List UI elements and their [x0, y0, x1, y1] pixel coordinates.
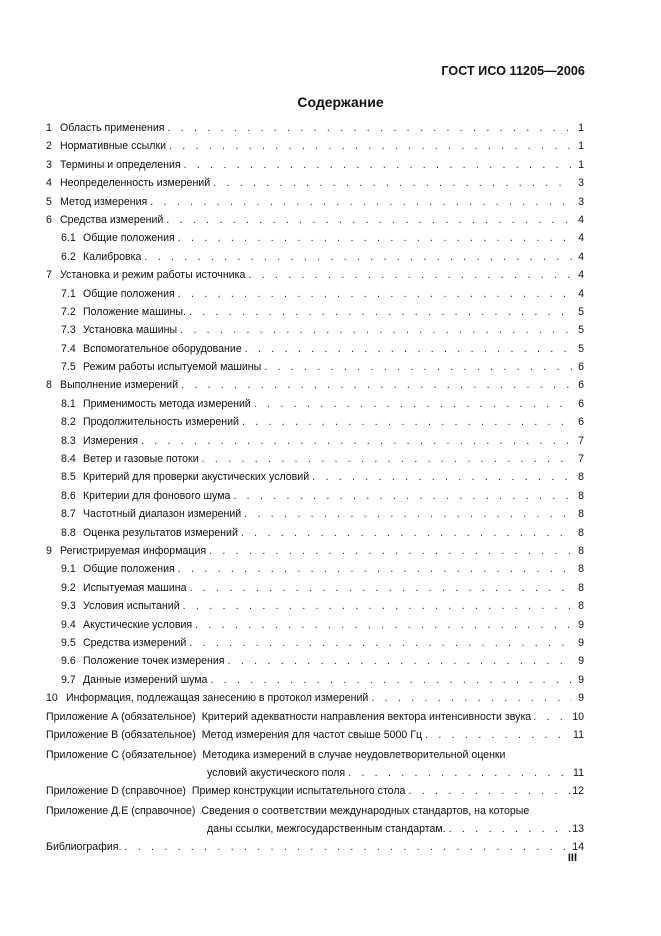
dot-leader: [192, 616, 572, 634]
toc-number: 9.6: [61, 655, 76, 668]
toc-label: Информация, подлежащая занесению в протокол измерений: [66, 692, 369, 705]
dot-leader: [261, 358, 572, 376]
toc-subitem[interactable]: [46, 505, 584, 523]
dot-leader: [225, 652, 572, 670]
annex-designation: Приложение А (обязательное): [46, 710, 196, 723]
toc-number: 4: [46, 177, 52, 190]
toc-label: Неопределенность измерений: [60, 177, 211, 190]
toc-label: Измерения: [83, 434, 138, 447]
toc-item[interactable]: [46, 689, 584, 707]
toc-subitem[interactable]: [46, 468, 584, 486]
toc-label: Данные измерений шума: [83, 673, 208, 686]
dot-leader: [177, 321, 572, 339]
dot-leader: [175, 560, 572, 578]
toc-subitem[interactable]: [46, 248, 584, 266]
dot-leader: [241, 505, 572, 523]
toc-page: 8: [578, 471, 584, 484]
toc-number: 2: [46, 140, 52, 153]
toc-page: 1: [578, 122, 584, 134]
toc-page: 9: [578, 618, 584, 631]
toc-number: 8: [46, 379, 52, 392]
annex-title: Метод измерения для частот свыше 5000 Гц: [201, 728, 423, 741]
page-title: Содержание: [297, 94, 384, 110]
toc-page: 8: [578, 489, 584, 502]
page-number: III: [567, 852, 577, 864]
toc-label: Положение машины.: [83, 305, 186, 318]
toc-page: 8: [578, 508, 584, 521]
toc-label: Режим работы испытуемой машины: [83, 361, 262, 374]
toc-number: 5: [46, 195, 52, 208]
dot-leader: [531, 708, 572, 726]
toc-item[interactable]: [46, 211, 584, 229]
toc-item[interactable]: [46, 266, 584, 284]
toc-page: 6: [578, 416, 584, 429]
toc-label: Термины и определения: [60, 158, 181, 171]
toc-label: Продолжительность измерений: [83, 416, 239, 429]
dot-leader: [121, 838, 572, 856]
dot-leader: [166, 137, 572, 155]
toc-label: Регистрируемая информация: [60, 544, 207, 557]
dot-leader: [181, 156, 572, 174]
toc-subitem[interactable]: [46, 285, 584, 303]
toc-number: 7.5: [61, 361, 76, 374]
annex-designation: Приложение Д.Е (справочное): [46, 805, 196, 818]
bibliography-label: Библиография.: [46, 841, 122, 854]
toc-page: 1: [578, 158, 584, 171]
toc-annex[interactable]: [46, 746, 584, 782]
dot-leader: [239, 413, 572, 431]
annex-title: Пример конструкции испытательного стола: [191, 785, 406, 798]
toc-number: 6.2: [61, 250, 76, 263]
dot-leader: [207, 671, 572, 689]
toc-page: 4: [578, 232, 584, 245]
toc-bibliography[interactable]: [46, 838, 584, 856]
dot-leader: [345, 764, 572, 782]
dot-leader: [206, 542, 572, 560]
toc-page: 1: [578, 140, 584, 153]
toc-label: Метод измерения: [60, 195, 148, 208]
toc-number: 9.1: [61, 563, 76, 576]
dot-leader: [230, 487, 572, 505]
toc-annex[interactable]: [46, 782, 584, 800]
toc-page: 5: [578, 324, 584, 337]
toc-subitem[interactable]: [46, 340, 584, 358]
toc-subitem[interactable]: [46, 579, 584, 597]
toc-label: Испытуемая машина: [83, 581, 187, 594]
toc-page: 7: [578, 453, 584, 466]
toc-item[interactable]: [46, 193, 584, 211]
toc-label: Общие положения: [83, 563, 175, 576]
toc-annex[interactable]: [46, 726, 584, 744]
toc-number: 9.5: [61, 636, 76, 649]
toc-page: 8: [578, 563, 584, 576]
table-of-contents: [46, 119, 584, 857]
toc-number: 6: [46, 213, 52, 226]
annex-designation: Приложение В (обязательное): [46, 728, 196, 741]
toc-page: 4: [578, 287, 584, 300]
toc-number: 7.4: [61, 342, 76, 355]
toc-subitem[interactable]: [46, 671, 584, 689]
toc-label: Область применения: [60, 122, 165, 134]
toc-number: 7.3: [61, 324, 76, 337]
toc-number: 6.1: [61, 232, 76, 245]
toc-label: Установка и режим работы источника: [60, 269, 246, 282]
toc-number: 9.7: [61, 673, 76, 686]
toc-subitem[interactable]: [46, 450, 584, 468]
toc-number: 3: [46, 158, 52, 171]
toc-number: 9.4: [61, 618, 76, 631]
toc-number: 1: [46, 122, 52, 134]
toc-label: Общие положения: [83, 232, 175, 245]
annex-title-continuation: даны ссылки, межгосударственным стандартам.: [207, 822, 446, 835]
toc-number: 8.6: [61, 489, 76, 502]
dot-leader: [186, 303, 572, 321]
standard-code: ГОСТ ИСО 11205—2006: [441, 64, 585, 78]
toc-label: Средства измерений: [60, 213, 164, 226]
toc-page: 4: [578, 250, 584, 263]
toc-label: Нормативные ссылки: [60, 140, 167, 153]
toc-subitem[interactable]: [46, 634, 584, 652]
toc-item[interactable]: [46, 174, 584, 192]
annex-title: Методика измерений в случае неудовлетворительной оценки: [202, 749, 506, 762]
toc-subitem[interactable]: [46, 413, 584, 431]
dot-leader: [178, 376, 572, 394]
toc-subitem[interactable]: [46, 303, 584, 321]
dot-leader: [422, 726, 572, 744]
toc-subitem[interactable]: [46, 395, 584, 413]
dot-leader: [175, 285, 572, 303]
toc-subitem[interactable]: [46, 358, 584, 376]
annex-title: Сведения о соответствии международных стандартов, на которые: [201, 805, 530, 818]
dot-leader: [164, 119, 572, 137]
toc-subitem[interactable]: [46, 487, 584, 505]
toc-subitem[interactable]: [46, 229, 584, 247]
toc-page: 7: [578, 434, 584, 447]
toc-subitem[interactable]: [46, 432, 584, 450]
toc-page: 8: [578, 600, 584, 613]
dot-leader: [446, 820, 572, 838]
toc-label: Общие положения: [83, 287, 175, 300]
toc-page: 6: [578, 361, 584, 374]
toc-label: Критерии для фонового шума: [83, 489, 231, 502]
toc-number: 9.2: [61, 581, 76, 594]
dot-leader: [368, 689, 572, 707]
dot-leader: [163, 211, 572, 229]
toc-number: 8.1: [61, 397, 76, 410]
toc-label: Критерий для проверки акустических условий: [83, 471, 310, 484]
toc-page: 5: [578, 342, 584, 355]
dot-leader: [147, 193, 572, 211]
toc-label: Применимость метода измерений: [83, 397, 251, 410]
toc-number: 8.2: [61, 416, 76, 429]
toc-label: Положение точек измерения: [83, 655, 225, 668]
dot-leader: [405, 782, 572, 800]
dot-leader: [187, 579, 573, 597]
toc-annex[interactable]: [46, 708, 584, 726]
toc-label: Выполнение измерений: [60, 379, 179, 392]
toc-subitem[interactable]: [46, 560, 584, 578]
toc-number: 7: [46, 269, 52, 282]
toc-page: 6: [578, 397, 584, 410]
dot-leader: [309, 468, 572, 486]
toc-label: Акустические условия: [83, 618, 193, 631]
toc-number: 8.5: [61, 471, 76, 484]
toc-number: 7.2: [61, 305, 76, 318]
toc-page: 14: [572, 841, 584, 854]
toc-item[interactable]: [46, 542, 584, 560]
toc-label: Вспомогательное оборудование: [83, 342, 242, 355]
dot-leader: [242, 340, 572, 358]
toc-item[interactable]: [46, 119, 584, 137]
toc-page: 9: [578, 655, 584, 668]
dot-leader: [175, 229, 572, 247]
dot-leader: [186, 634, 572, 652]
toc-page: 8: [578, 526, 584, 539]
toc-page: 4: [578, 269, 584, 282]
toc-page: 8: [578, 581, 584, 594]
dot-leader: [251, 395, 572, 413]
toc-number: 7.1: [61, 287, 76, 300]
toc-number: 8.4: [61, 453, 76, 466]
annex-title: Критерий адекватности направления вектора интенсивности звука: [201, 710, 532, 723]
annex-title-continuation: условий акустического поля: [207, 766, 346, 779]
toc-item[interactable]: [46, 376, 584, 394]
toc-subitem[interactable]: [46, 616, 584, 634]
dot-leader: [141, 248, 572, 266]
toc-label: Частотный диапазон измерений: [83, 508, 242, 521]
toc-number: 9: [46, 544, 52, 557]
toc-label: Условия испытаний: [83, 600, 180, 613]
toc-label: Установка машины: [83, 324, 178, 337]
toc-page: 9: [578, 673, 584, 686]
toc-subitem[interactable]: [46, 321, 584, 339]
annex-designation: Приложение D (справочное): [46, 785, 186, 798]
toc-label: Средства измерений: [83, 636, 187, 649]
toc-page: 8: [578, 544, 584, 557]
toc-item[interactable]: [46, 137, 584, 155]
toc-page: 10: [572, 710, 584, 723]
toc-annex[interactable]: [46, 802, 584, 838]
toc-page: 9: [578, 636, 584, 649]
toc-number: 8.8: [61, 526, 76, 539]
toc-number: 10: [46, 692, 58, 705]
toc-page: 3: [578, 177, 584, 190]
dot-leader: [245, 266, 572, 284]
toc-label: Оценка результатов измерений: [83, 526, 238, 539]
toc-page: 5: [578, 305, 584, 318]
toc-page: 6: [578, 379, 584, 392]
toc-number: 8.7: [61, 508, 76, 521]
toc-subitem[interactable]: [46, 597, 584, 615]
dot-leader: [180, 597, 572, 615]
toc-page: 11: [573, 766, 584, 779]
dot-leader: [199, 450, 572, 468]
toc-item[interactable]: [46, 156, 584, 174]
toc-page: 11: [573, 728, 584, 741]
toc-label: Калибровка: [83, 250, 142, 263]
toc-page: 4: [578, 213, 584, 226]
annex-designation: Приложение С (обязательное): [46, 749, 197, 762]
toc-number: 9.3: [61, 600, 76, 613]
toc-subitem[interactable]: [46, 652, 584, 670]
dot-leader: [138, 432, 572, 450]
toc-page: 3: [578, 195, 584, 208]
toc-page: 13: [572, 822, 584, 835]
dot-leader: [238, 524, 572, 542]
dot-leader: [210, 174, 572, 192]
toc-label: Ветер и газовые потоки: [83, 453, 199, 466]
toc-number: 8.3: [61, 434, 76, 447]
toc-page: 9: [578, 692, 584, 705]
toc-subitem[interactable]: [46, 524, 584, 542]
toc-page: 12: [572, 785, 584, 798]
